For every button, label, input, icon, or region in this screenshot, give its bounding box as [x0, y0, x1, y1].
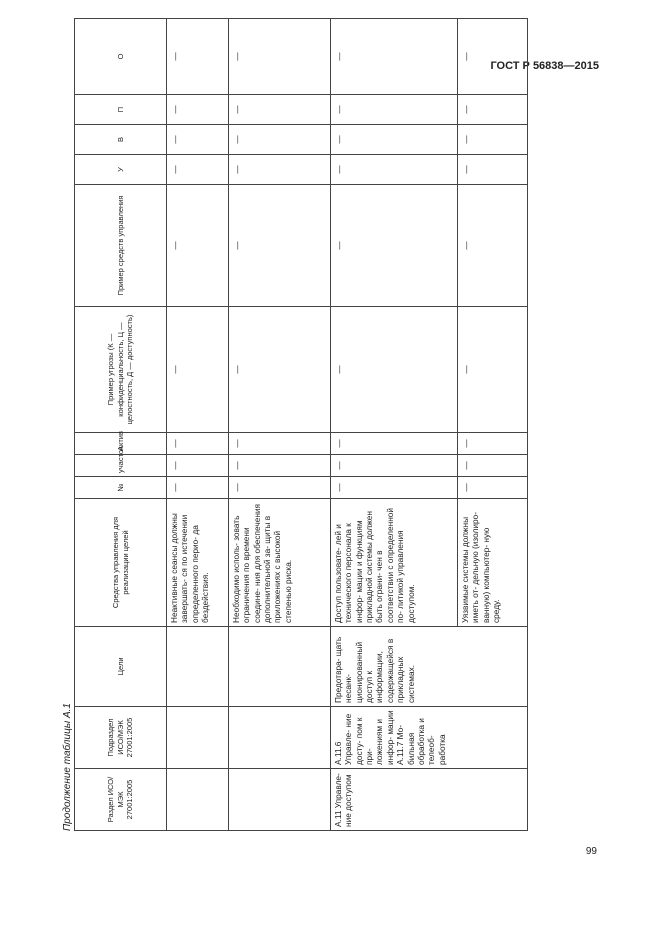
cell-o: — [458, 19, 528, 95]
cell-control-example: — [331, 185, 458, 307]
cell-asset: — [331, 433, 458, 455]
cell-u: — [229, 155, 331, 185]
cell-asset: — [229, 433, 331, 455]
cell-participant: — [458, 455, 528, 477]
col-means: Средства управления для реализации целей [75, 499, 167, 627]
cell-num: — [331, 477, 458, 499]
cell-control-example: — [167, 185, 229, 307]
col-o: О [75, 19, 167, 95]
cell-p: — [167, 95, 229, 125]
cell-num: — [167, 477, 229, 499]
cell-p: — [229, 95, 331, 125]
cell-v: — [229, 125, 331, 155]
cell-v: — [458, 125, 528, 155]
cell-v: — [331, 125, 458, 155]
cell-u: — [331, 155, 458, 185]
cell-goals [229, 627, 331, 707]
cell-control-example: — [458, 185, 528, 307]
col-goals: Цели [75, 627, 167, 707]
cell-num: — [229, 477, 331, 499]
cell-goals: Предотвра- щать несанк- ционированный доступ к информации, содержащейся в прикладных системах. [331, 627, 528, 707]
col-v: В [75, 125, 167, 155]
cell-section [229, 769, 331, 831]
page-number: 99 [585, 846, 597, 857]
cell-participant: — [229, 455, 331, 477]
col-subsection: Подраздел ИСО/МЭК 27001:2005 [75, 707, 167, 769]
col-control-example: Пример средств управления [75, 185, 167, 307]
cell-threat: — [458, 307, 528, 433]
cell-p: — [458, 95, 528, 125]
cell-section [167, 769, 229, 831]
cell-threat: — [331, 307, 458, 433]
cell-threat: — [167, 307, 229, 433]
cell-means: Доступ пользовате- лей и технического персонала к инфор- мации и функциям прикладной системы должен быть ограни- чен в соответствии с определенной по- литикой управления доступом. [331, 499, 458, 627]
cell-subsection [229, 707, 331, 769]
document-header: ГОСТ Р 56838—2015 [490, 60, 599, 72]
cell-asset: — [458, 433, 528, 455]
cell-section: А.11 Управле- ние доступом [331, 769, 528, 831]
cell-subsection [167, 707, 229, 769]
col-section: Раздел ИСО/МЭК 27001:2005 [75, 769, 167, 831]
table-caption: Продолжение таблицы А.1 [62, 703, 73, 831]
rotated-table-wrapper [62, 52, 502, 831]
cell-means: Уязвимые системы должны иметь от- дельную (изолиро- ванную) компьютер- ную среду. [458, 499, 528, 627]
cell-u: — [458, 155, 528, 185]
cell-o: — [229, 19, 331, 95]
cell-num: — [458, 477, 528, 499]
col-p: П [75, 95, 167, 125]
cell-p: — [331, 95, 458, 125]
cell-o: — [331, 19, 458, 95]
cell-goals [167, 627, 229, 707]
cell-participant: — [331, 455, 458, 477]
cell-means: Необходимо исполь- зовать ограничения по времени соедине- ния для обеспечения дополнительной за- щиты в приложениях с высокой степенью риска. [229, 499, 331, 627]
table-row [331, 19, 458, 831]
controls-table [74, 18, 528, 831]
col-participant: участок [75, 455, 167, 477]
cell-u: — [167, 155, 229, 185]
cell-o: — [167, 19, 229, 95]
col-threat: Пример угрозы (К — конфиденциальность, Ц — целостность, Д — доступность) [75, 307, 167, 433]
cell-threat: — [229, 307, 331, 433]
cell-means: Неактивные сеансы должны завершать- ся по истечении определенного перио- да бездействия. [167, 499, 229, 627]
table-row [229, 19, 331, 831]
table-header-row [75, 19, 167, 831]
table-row [167, 19, 229, 831]
cell-asset: — [167, 433, 229, 455]
col-num: № [75, 477, 167, 499]
cell-control-example: — [229, 185, 331, 307]
col-u: У [75, 155, 167, 185]
cell-subsection: А.11.6 Управле- ние досту- пом к при- ложениям и инфор- мации А.11.7 Мо- бильная обработка и телеоб- работка [331, 707, 528, 769]
cell-v: — [167, 125, 229, 155]
col-asset: Актив [75, 433, 167, 455]
cell-participant: — [167, 455, 229, 477]
